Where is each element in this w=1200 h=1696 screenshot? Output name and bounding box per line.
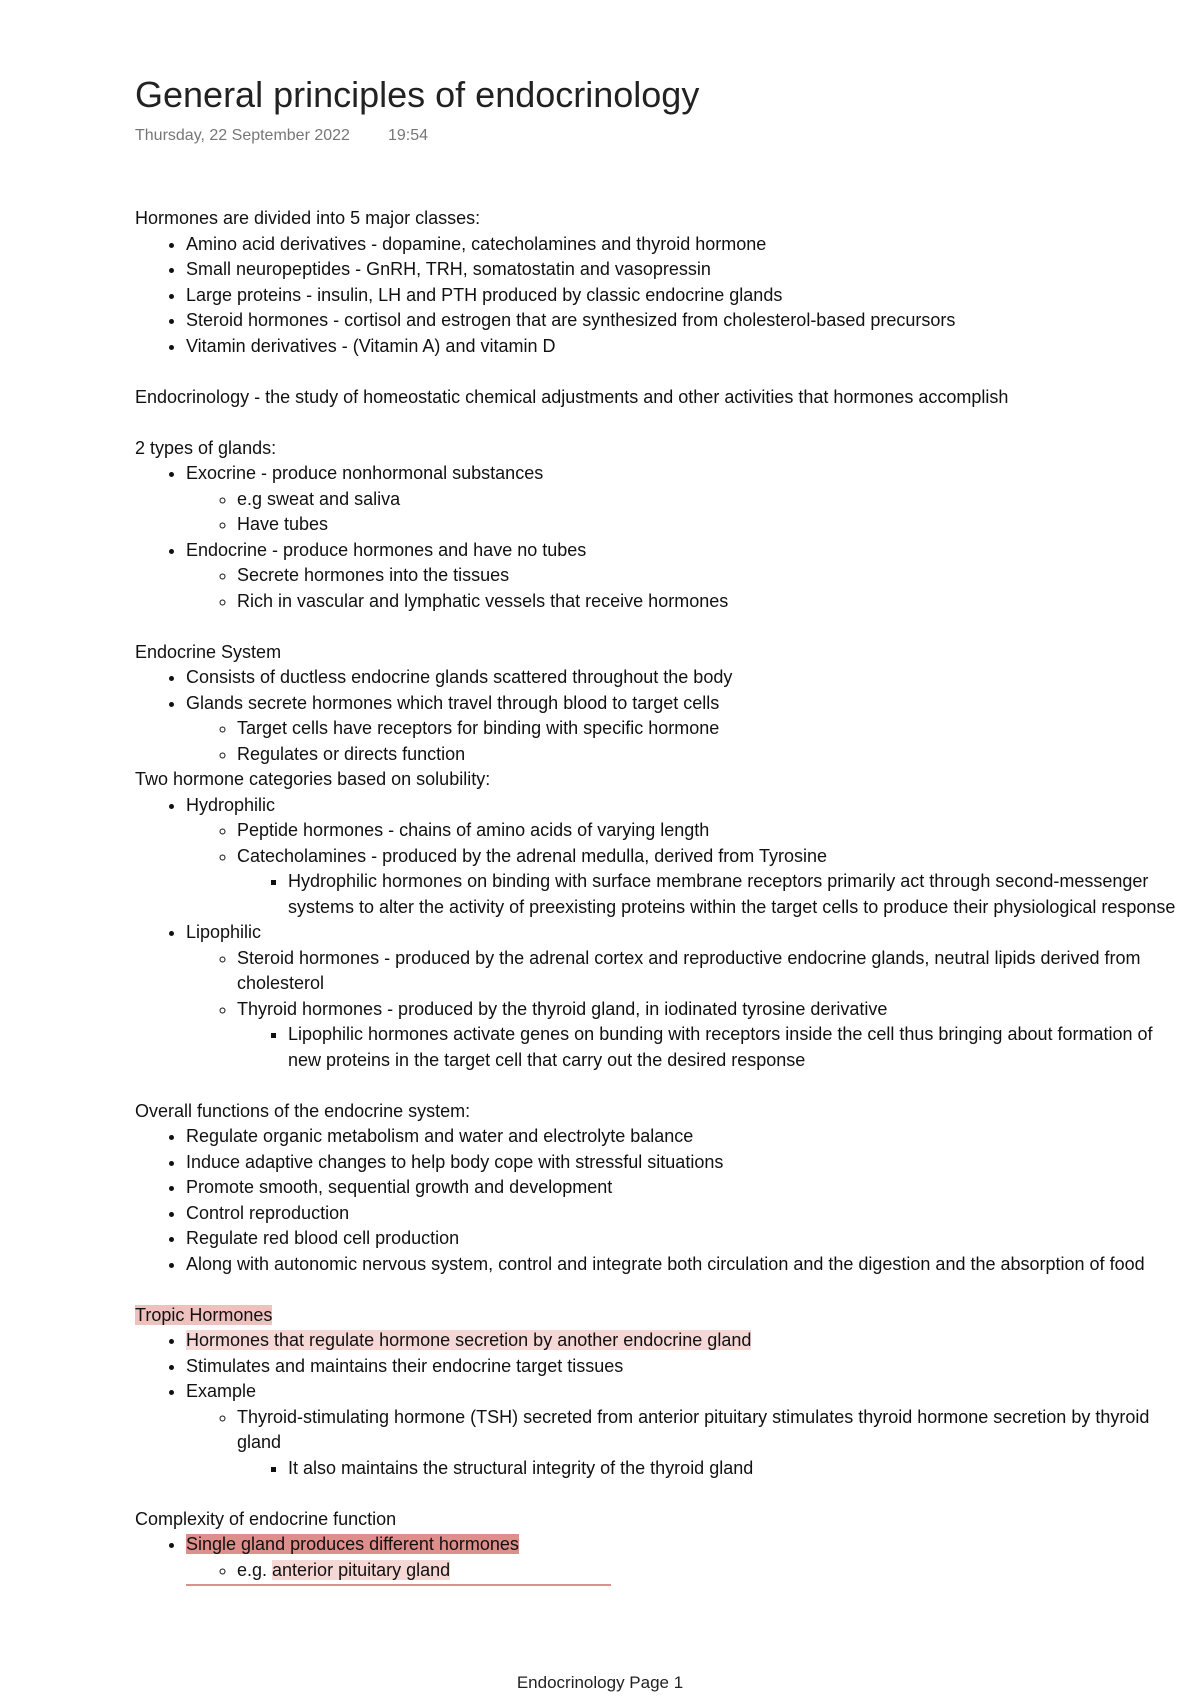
list-item — [186, 1532, 1185, 1583]
sub-sub-list — [237, 1022, 1185, 1073]
list-item: • Exocrine - produce nonhormonal substances ◦ e.g sweat and saliva ◦ Have tubes — [186, 461, 1185, 538]
page-meta — [135, 127, 428, 145]
list-item: ◦ Rich in vascular and lymphatic vessels that receive hormones — [237, 589, 1185, 615]
list-item: • Lipophilic ◦ Steroid hormones - produced by the adrenal cortex and reproductive endocrine glands, neutral lipids derived from cholesterol ◦ Thyroid hormones - produced by the thyroid gland, in iodinated tyrosine derivative ▪ Lipophilic hormones activate genes on bunding with receptors inside the cell thus bringing about formation of new proteins in the target cell that carry out the desired response — [186, 920, 1185, 1073]
list-item: ◦ Thyroid-stimulating hormone (TSH) secreted from anterior pituitary stimulates thyroid hormone secretion by thyroid gland ▪ It also maintains the structural integrity of the thyroid gland — [237, 1405, 1185, 1482]
sub-list — [186, 563, 1185, 614]
list-item: • Vitamin derivatives - (Vitamin A) and vitamin D — [186, 334, 1185, 360]
tropic-heading — [135, 1303, 1185, 1329]
glands-list — [135, 461, 1185, 614]
highlight: Hormones that regulate hormone secretion by another endocrine gland — [186, 1330, 752, 1350]
list-item: • Large proteins - insulin, LH and PTH produced by classic endocrine glands — [186, 283, 1185, 309]
sub-sub-list — [237, 869, 1185, 920]
list-item: ▪ Lipophilic hormones activate genes on bunding with receptors inside the cell thus bringing about formation of new proteins in the target cell that carry out the desired response — [288, 1022, 1185, 1073]
list-item: ◦ Steroid hormones - produced by the adrenal cortex and reproductive endocrine glands, neutral lipids derived from cholesterol — [237, 946, 1185, 997]
list-item: • Regulate red blood cell production — [186, 1226, 1185, 1252]
glands-heading: 2 types of glands: — [135, 437, 277, 458]
complexity-list — [135, 1532, 1185, 1583]
highlight: anterior pituitary gland — [272, 1559, 451, 1580]
sub-list — [186, 716, 1185, 767]
note-body — [135, 206, 1185, 1586]
list-item: ◦ e.g. anterior pituitary gland — [237, 1558, 1185, 1584]
page-footer: Endocrinology Page 1 — [516, 1673, 684, 1692]
list-item: • Endocrine - produce hormones and have no tubes ◦ Secrete hormones into the tissues ◦ Rich in vascular and lymphatic vessels that receive hormones — [186, 538, 1185, 615]
classes-heading: Hormones are divided into 5 major classes: — [135, 208, 481, 228]
list-item: • Hydrophilic ◦ Peptide hormones - chains of amino acids of varying length ◦ Catecholamines - produced by the adrenal medulla, derived from Tyrosine ▪ Hydrophilic hormones on binding with surface membrane receptors primarily act through second-messenger systems to alter the activity of preexisting proteins within the target cells to produce their physiological response — [186, 793, 1185, 921]
list-item: ◦ Regulates or directs function — [237, 742, 1185, 768]
list-item: • Regulate organic metabolism and water and electrolyte balance — [186, 1124, 1185, 1150]
list-item: • Along with autonomic nervous system, control and integrate both circulation and the digestion and the absorption of food — [186, 1252, 1185, 1278]
system-heading: Endocrine System — [135, 641, 282, 662]
list-item: ▪ It also maintains the structural integrity of the thyroid gland — [288, 1456, 1185, 1482]
classes-list — [135, 232, 1185, 360]
endocrinology-definition: Endocrinology - the study of homeostatic chemical adjustments and other activities that hormones accomplish — [135, 386, 1009, 407]
list-item: • Amino acid derivatives - dopamine, catecholamines and thyroid hormone — [186, 232, 1185, 258]
list-item: • Steroid hormones - cortisol and estrogen that are synthesized from cholesterol-based precursors — [186, 308, 1185, 334]
list-item: ◦ Thyroid hormones - produced by the thyroid gland, in iodinated tyrosine derivative ▪ Lipophilic hormones activate genes on bunding with receptors inside the cell thus bringing about formation of new proteins in the target cell that carry out the desired response — [237, 997, 1185, 1074]
list-item: ◦ Secrete hormones into the tissues — [237, 563, 1185, 589]
sub-sub-list — [237, 1456, 1185, 1482]
list-item: • Consists of ductless endocrine glands scattered throughout the body — [186, 665, 1185, 691]
page-date: Thursday, 22 September 2022 — [135, 127, 350, 144]
tropic-list — [135, 1328, 1185, 1481]
highlight: Single gland produces different hormones — [186, 1534, 519, 1554]
solubility-list — [135, 793, 1185, 1074]
list-item: • Stimulates and maintains their endocrine target tissues — [186, 1354, 1185, 1380]
list-item: • Promote smooth, sequential growth and development — [186, 1175, 1185, 1201]
sub-list — [186, 487, 1185, 538]
list-item: • Control reproduction — [186, 1201, 1185, 1227]
list-item: ◦ Target cells have receptors for binding with specific hormone — [237, 716, 1185, 742]
list-item — [186, 1328, 1185, 1354]
list-item: ◦ Have tubes — [237, 512, 1185, 538]
page-title: General principles of endocrinology — [135, 74, 700, 115]
sub-list — [186, 1558, 1185, 1584]
complexity-heading: Complexity of endocrine function — [135, 1508, 397, 1529]
highlight: Tropic Hormones — [135, 1304, 273, 1325]
sub-list — [186, 818, 1185, 920]
list-item: • Small neuropeptides - GnRH, TRH, somatostatin and vasopressin — [186, 257, 1185, 283]
ink-underline — [186, 1584, 611, 1586]
list-item: • Glands secrete hormones which travel through blood to target cells ◦ Target cells have receptors for binding with specific hormone ◦ Regulates or directs function — [186, 691, 1185, 768]
list-item: • Example ◦ Thyroid-stimulating hormone (TSH) secreted from anterior pituitary stimulates thyroid hormone secretion by thyroid gland ▪ It also maintains the structural integrity of the thyroid gland — [186, 1379, 1185, 1481]
list-item: • Induce adaptive changes to help body cope with stressful situations — [186, 1150, 1185, 1176]
list-item: ◦ e.g sweat and saliva — [237, 487, 1185, 513]
list-item: ▪ Hydrophilic hormones on binding with surface membrane receptors primarily act through second-messenger systems to alter the activity of preexisting proteins within the target cells to produce their physiological response — [288, 869, 1185, 920]
functions-heading: Overall functions of the endocrine system: — [135, 1100, 471, 1121]
functions-list — [135, 1124, 1185, 1277]
list-item: ◦ Catecholamines - produced by the adrenal medulla, derived from Tyrosine ▪ Hydrophilic hormones on binding with surface membrane receptors primarily act through second-messenger systems to alter the activity of preexisting proteins within the target cells to produce their physiological response — [237, 844, 1185, 921]
sub-list — [186, 946, 1185, 1074]
system-list — [135, 665, 1185, 767]
sub-list — [186, 1405, 1185, 1482]
page-time: 19:54 — [387, 127, 428, 144]
list-item: ◦ Peptide hormones - chains of amino acids of varying length — [237, 818, 1185, 844]
solubility-heading: Two hormone categories based on solubility: — [135, 769, 491, 789]
